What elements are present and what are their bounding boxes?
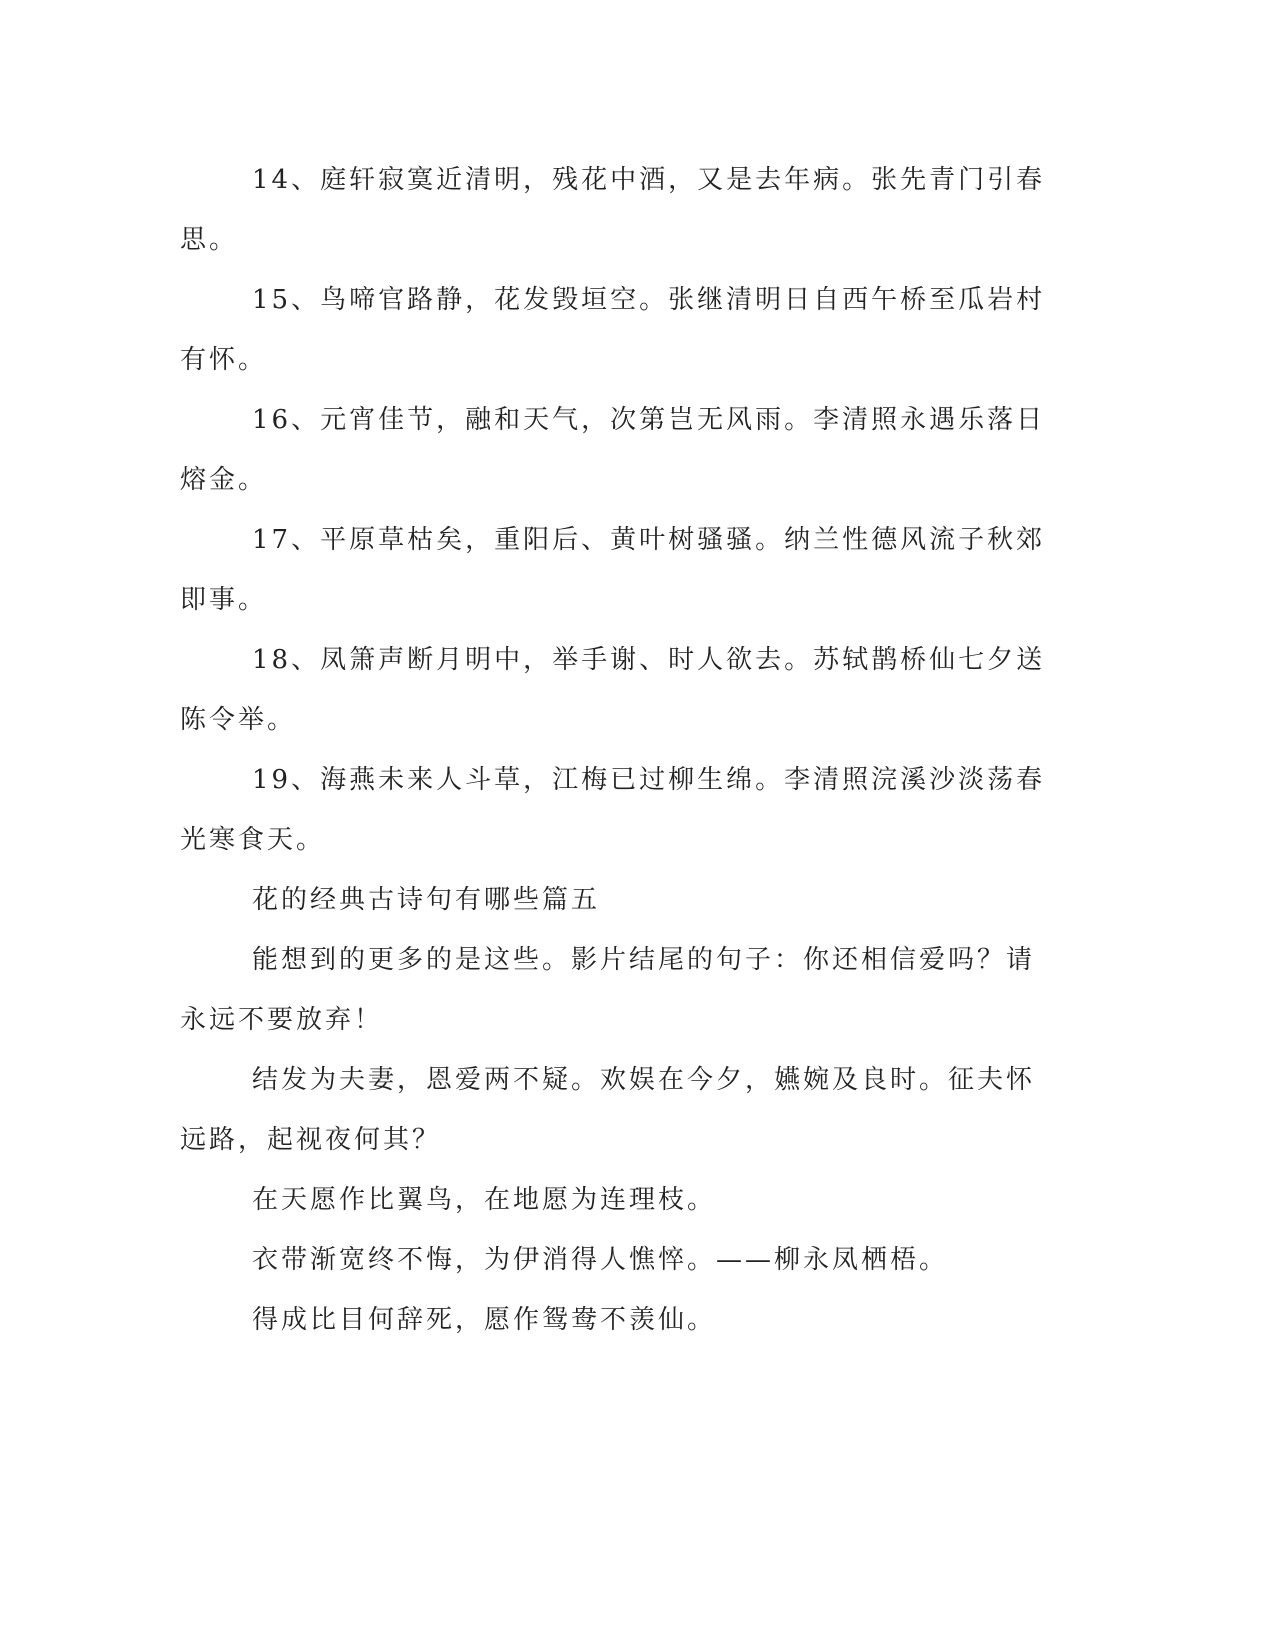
paragraph-19: 19、海燕未来人斗草，江梅已过柳生绵。李清照浣溪沙淡荡春光寒食天。 [180, 765, 1046, 855]
paragraph-16: 16、元宵佳节，融和天气，次第岂无风雨。李清照永遇乐落日熔金。 [180, 405, 1046, 495]
section-heading: 花的经典古诗句有哪些篇五 [252, 885, 601, 915]
document-page [180, 150, 1050, 1350]
paragraph-poem-3: 衣带渐宽终不悔，为伊消得人憔悴。——柳永凤栖梧。 [252, 1245, 949, 1275]
paragraph-17: 17、平原草枯矣，重阳后、黄叶树骚骚。纳兰性德风流子秋郊即事。 [180, 525, 1046, 615]
paragraph-poem-2: 在天愿作比翼鸟，在地愿为连理枝。 [252, 1185, 717, 1215]
paragraph-poem-1: 结发为夫妻，恩爱两不疑。欢娱在今夕，嬿婉及良时。征夫怀远路，起视夜何其？ [180, 1065, 1036, 1155]
paragraph-film-quote: 能想到的更多的是这些。影片结尾的句子：你还相信爱吗？请永远不要放弃！ [180, 945, 1036, 1035]
paragraph-poem-4: 得成比目何辞死，愿作鸳鸯不羡仙。 [252, 1305, 717, 1335]
paragraph-14: 14、庭轩寂寞近清明，残花中酒，又是去年病。张先青门引春思。 [180, 165, 1046, 255]
paragraph-18: 18、凤箫声断月明中，举手谢、时人欲去。苏轼鹊桥仙七夕送陈令举。 [180, 645, 1046, 735]
paragraph-15: 15、鸟啼官路静，花发毁垣空。张继清明日自西午桥至瓜岩村有怀。 [180, 285, 1046, 375]
